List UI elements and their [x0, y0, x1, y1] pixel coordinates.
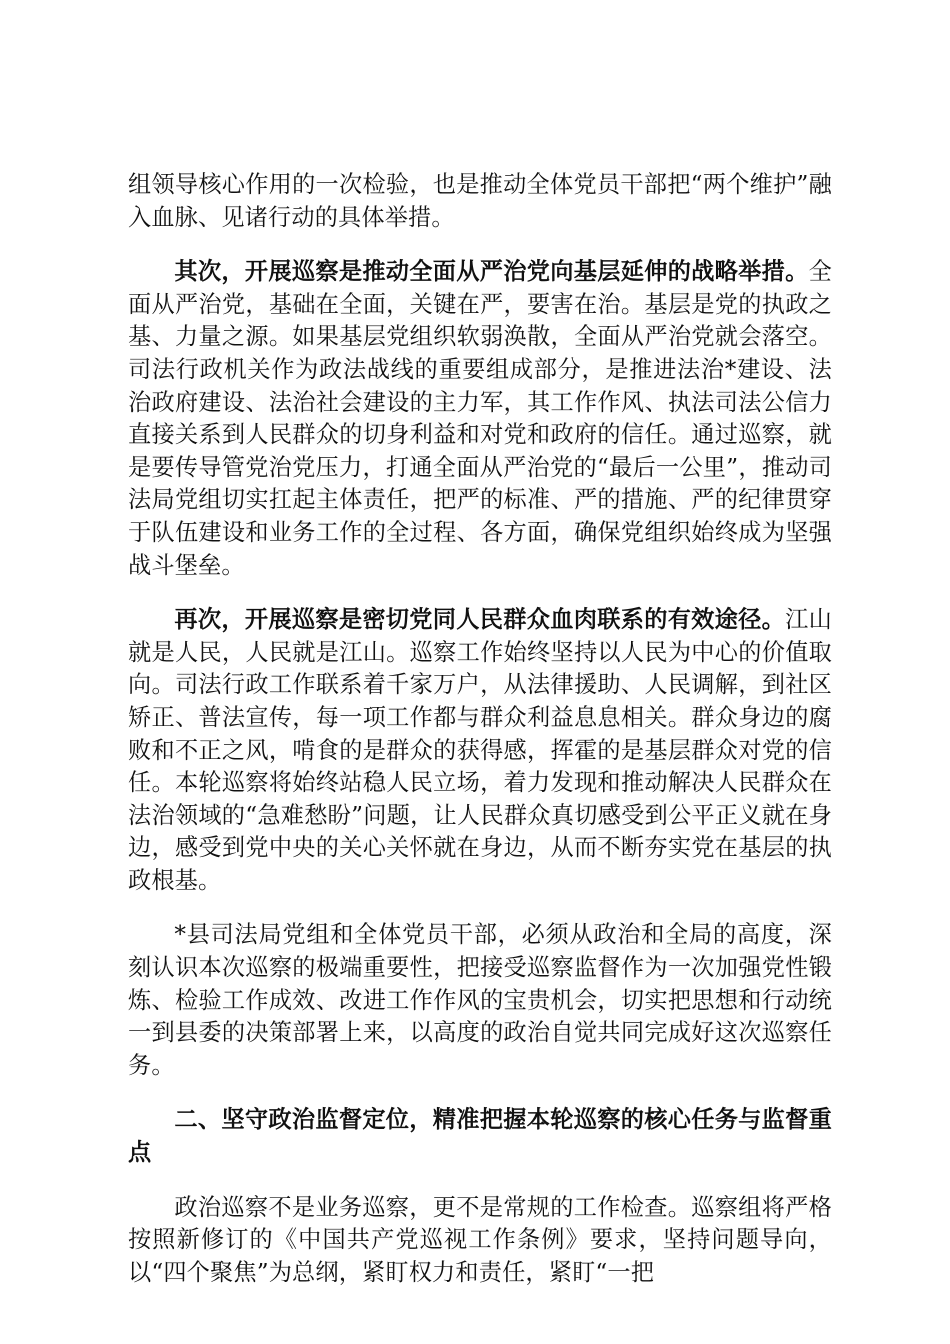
paragraph-text: 全面从严治党，基础在全面，关键在严，要害在治。基层是党的执政之基、力量之源。如果基层党组织软弱涣散，全面从严治党就会落空。司法行政机关作为政法战线的重要组成部分，是推进法治*建设、法治政府建设、法治社会建设的主力军，其工作作风、执法司法公信力直接关系到人民群众的切身利益和对党和政府的信任。通过巡察，就是要传导管党治党压力，打通全面从严治党的“最后一公里”，推动司法局党组切实扛起主体责任，把严的标准、严的措施、严的纪律贯穿于队伍建设和业务工作的全过程、各方面，确保党组织始终成为坚强战斗堡垒。: [128, 258, 832, 579]
paragraph-text: 政治巡察不是业务巡察，更不是常规的工作检查。巡察组将严格按照新修订的《中国共产党巡视工作条例》要求，坚持问题导向，以“四个聚焦”为总纲，紧盯权力和责任，紧盯“一把: [128, 1193, 832, 1286]
paragraph-third-point: [128, 604, 832, 897]
paragraph-lead-sentence: 再次，开展巡察是密切党同人民群众血肉联系的有效途径。: [174, 606, 786, 634]
paragraph-continuation: [128, 169, 832, 234]
paragraph-second-point: [128, 256, 832, 582]
section-heading: 二、坚守政治监督定位，精准把握本轮巡察的核心任务与监督重点: [128, 1106, 832, 1167]
paragraph-gap: [128, 1170, 832, 1192]
paragraph-gap: [128, 582, 832, 604]
paragraph-section-intro: [128, 1192, 832, 1290]
paragraph-gap: [128, 897, 832, 919]
paragraph-gap: [128, 234, 832, 256]
paragraph-lead-sentence: 其次，开展巡察是推动全面从严治党向基层延伸的战略举措。: [174, 258, 809, 286]
paragraph-text: *县司法局党组和全体党员干部，必须从政治和全局的高度，深刻认识本次巡察的极端重要性，把接受巡察监督作为一次加强党性锻炼、检验工作成效、改进工作作风的宝贵机会，切实把思想和行动统一到县委的决策部署上来，以高度的政治自觉共同完成好这次巡察任务。: [128, 921, 832, 1079]
paragraph-text: 组领导核心作用的一次检验，也是推动全体党员干部把“两个维护”融入血脉、见诸行动的具体举措。: [128, 171, 832, 231]
paragraph-text: 江山就是人民，人民就是江山。巡察工作始终坚持以人民为中心的价值取向。司法行政工作联系着千家万户，从法律援助、人民调解，到社区矫正、普法宣传，每一项工作都与群众利益息息相关。群众身边的腐败和不正之风，啃食的是群众的获得感，挥霍的是基层群众对党的信任。本轮巡察将始终站稳人民立场，着力发现和推动解决人民群众在法治领域的“急难愁盼”问题，让人民群众真切感受到公平正义就在身边，感受到党中央的关心关怀就在身边，从而不断夯实党在基层的执政根基。: [128, 606, 832, 894]
paragraph-gap: [128, 1082, 832, 1104]
paragraph-conclusion: [128, 919, 832, 1082]
document-page: [128, 169, 832, 1289]
